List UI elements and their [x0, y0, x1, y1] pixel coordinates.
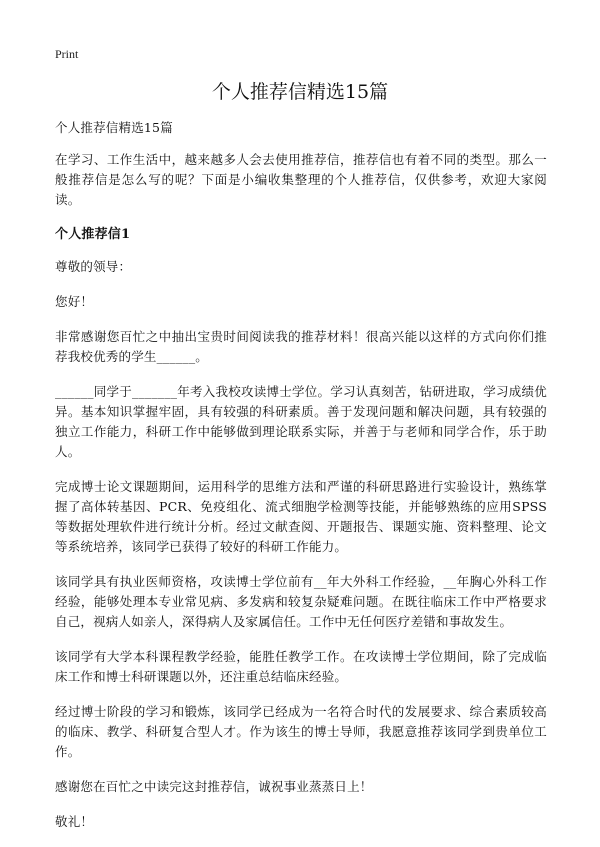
closing-thanks: 感谢您在百忙之中读完这封推荐信，诚祝事业蒸蒸日上！ — [55, 779, 373, 794]
document-title: 个人推荐信精选15篇 — [211, 81, 389, 103]
intro-paragraph: 在学习、工作生活中，越来越多人会去使用推荐信，推荐信也有着不同的类型。那么一般推荐信是怎么写的呢？下面是小编收集整理的个人推荐信，仅供参考，欢迎大家阅读。 — [55, 152, 547, 207]
body-paragraph: 该同学具有执业医师资格，攻读博士学位前有__年大外科工作经验，__年胸心外科工作经验，能够处理本专业常见病、多发病和较复杂疑难问题。在既往临床工作中严格要求自己，视病人如亲人，深得病人及家属信任。工作中无任何医疗差错和事故发生。 — [55, 574, 547, 629]
section-heading: 个人推荐信1 — [55, 227, 131, 242]
body-paragraph: 该同学有大学本科课程教学经验，能胜任教学工作。在攻读博士学位期间，除了完成临床工作和博士科研课题以外，还注重总结临床经验。 — [55, 649, 547, 684]
salutation: 尊敬的领导： — [55, 259, 132, 274]
document-body — [55, 118, 547, 847]
body-paragraph: ______同学于_______年考入我校攻读博士学位。学习认真刻苦，钻研进取，学习成绩优异。基本知识掌握牢固，具有较强的科研素质。善于发现问题和解决问题，具有较强的独立工作能力，科研工作中能够做到理论联系实际，并善于与老师和同学合作，乐于助人。 — [55, 384, 547, 459]
print-label: Print — [55, 47, 79, 61]
body-paragraph: 经过博士阶段的学习和锻炼，该同学已经成为一名符合时代的发展要求、综合素质较高的临床、教学、科研复合型人才。作为该生的博士导师，我愿意推荐该同学到贵单位工作。 — [55, 704, 547, 759]
greeting: 您好！ — [55, 294, 94, 309]
body-paragraph: 完成博士论文课题期间，运用科学的思维方法和严谨的科研思路进行实验设计，熟练掌握了高体转基因、PCR、免疫组化、流式细胞学检测等技能，并能够熟练的应用SPSS等数据处理软件进行统计分析。经过文献查阅、开题报告、课题实施、资料整理、论文等系统培养，该同学已获得了较好的科研工作能力。 — [55, 479, 547, 554]
closing-regards: 敬礼！ — [55, 814, 94, 829]
body-paragraph: 非常感谢您百忙之中抽出宝贵时间阅读我的推荐材料！很高兴能以这样的方式向你们推荐我校优秀的学生______。 — [55, 329, 547, 364]
document-subtitle: 个人推荐信精选15篇 — [55, 120, 173, 135]
